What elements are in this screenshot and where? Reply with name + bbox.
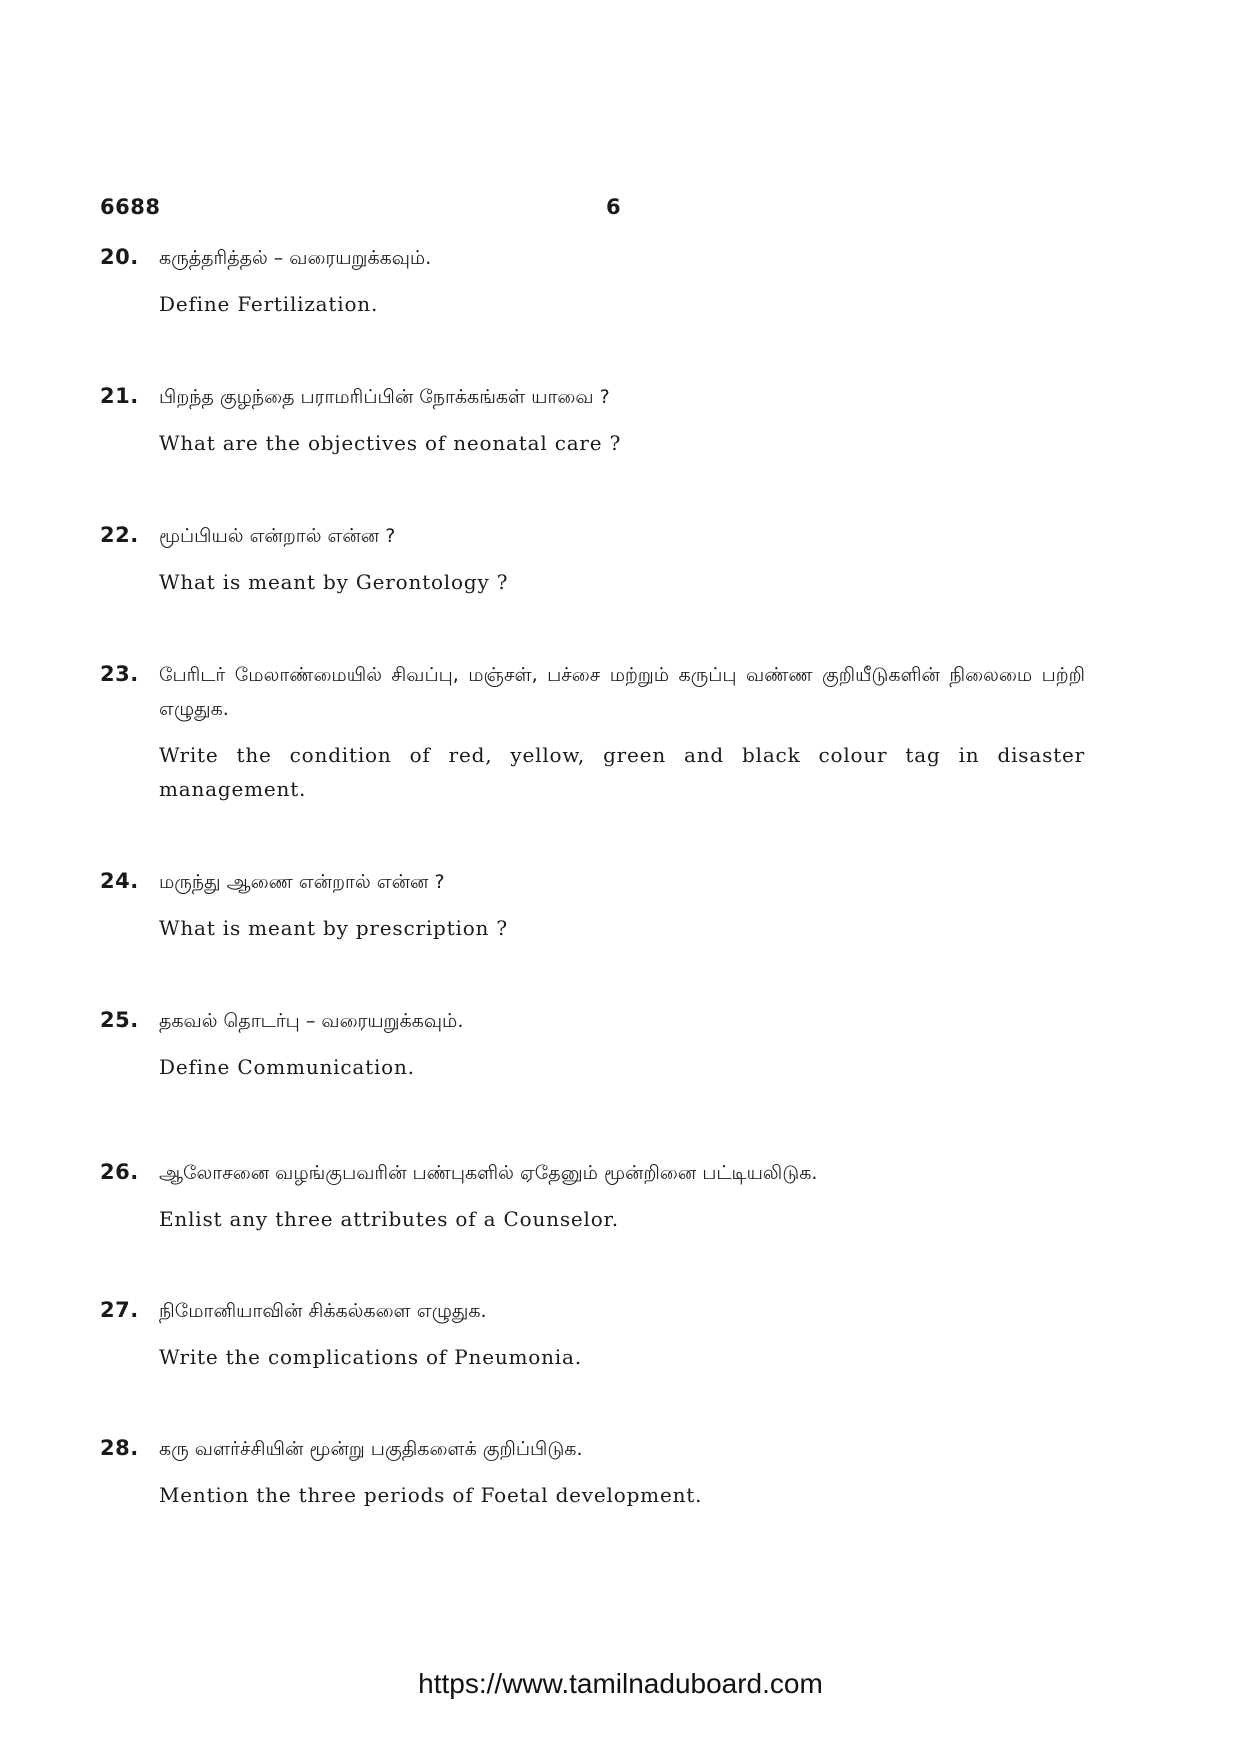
question-24 <box>100 869 1085 945</box>
question-27 <box>100 1298 1085 1374</box>
question-text-english: Enlist any three attributes of a Counselor. <box>159 1207 619 1231</box>
question-text-english: Mention the three periods of Foetal development. <box>159 1483 703 1507</box>
question-text-english: What is meant by prescription ? <box>159 916 508 940</box>
question-number: 23. <box>100 662 139 686</box>
question-text-tamil: கருத்தரித்தல் – வரையறுக்கவும். <box>159 247 432 269</box>
question-text-english: What is meant by Gerontology ? <box>159 570 509 594</box>
question-25 <box>100 1008 1085 1084</box>
footer-url-link[interactable]: https://www.tamilnaduboard.com <box>418 1668 823 1699</box>
question-26 <box>100 1160 1085 1236</box>
question-text-tamil: நிமோனியாவின் சிக்கல்களை எழுதுக. <box>159 1300 487 1322</box>
question-text-tamil: மூப்பியல் என்றால் என்ன ? <box>159 525 396 547</box>
question-text-tamil: ஆலோசனை வழங்குபவரின் பண்புகளில் ஏதேனும் மூன்றினை பட்டியலிடுக. <box>159 1162 818 1184</box>
question-text-english: Write the complications of Pneumonia. <box>159 1345 582 1369</box>
question-number: 28. <box>100 1436 139 1460</box>
question-text-english: What are the objectives of neonatal care ? <box>159 431 622 455</box>
question-28 <box>100 1436 1085 1512</box>
question-22 <box>100 523 1085 599</box>
question-number: 22. <box>100 523 139 547</box>
question-text-english: Define Fertilization. <box>159 292 379 316</box>
question-number: 26. <box>100 1160 139 1184</box>
question-text-tamil: பிறந்த குழந்தை பராமரிப்பின் நோக்கங்கள் யாவை ? <box>159 386 610 408</box>
question-text-tamil: கரு வளர்ச்சியின் மூன்று பகுதிகளைக் குறிப்பிடுக. <box>159 1438 583 1460</box>
question-number: 27. <box>100 1298 139 1322</box>
question-number: 20. <box>100 245 139 269</box>
question-number: 24. <box>100 869 139 893</box>
page-number: 6 <box>606 195 621 219</box>
question-text-tamil: தகவல் தொடர்பு – வரையறுக்கவும். <box>159 1010 464 1032</box>
question-20 <box>100 245 1085 321</box>
question-text-english: Define Communication. <box>159 1055 415 1079</box>
question-23 <box>100 662 1085 806</box>
question-text-english: Write the condition of red, yellow, green and black colour tag in disaster management. <box>159 743 1085 801</box>
question-21 <box>100 384 1085 460</box>
question-number: 21. <box>100 384 139 408</box>
question-number: 25. <box>100 1008 139 1032</box>
question-text-tamil: பேரிடர் மேலாண்மையில் சிவப்பு, மஞ்சள், பச்சை மற்றும் கருப்பு வண்ண குறியீடுகளின் நிலைமை பற்றி எழுதுக. <box>159 664 1085 720</box>
question-text-tamil: மருந்து ஆணை என்றால் என்ன ? <box>159 871 445 893</box>
paper-code: 6688 <box>100 195 161 219</box>
